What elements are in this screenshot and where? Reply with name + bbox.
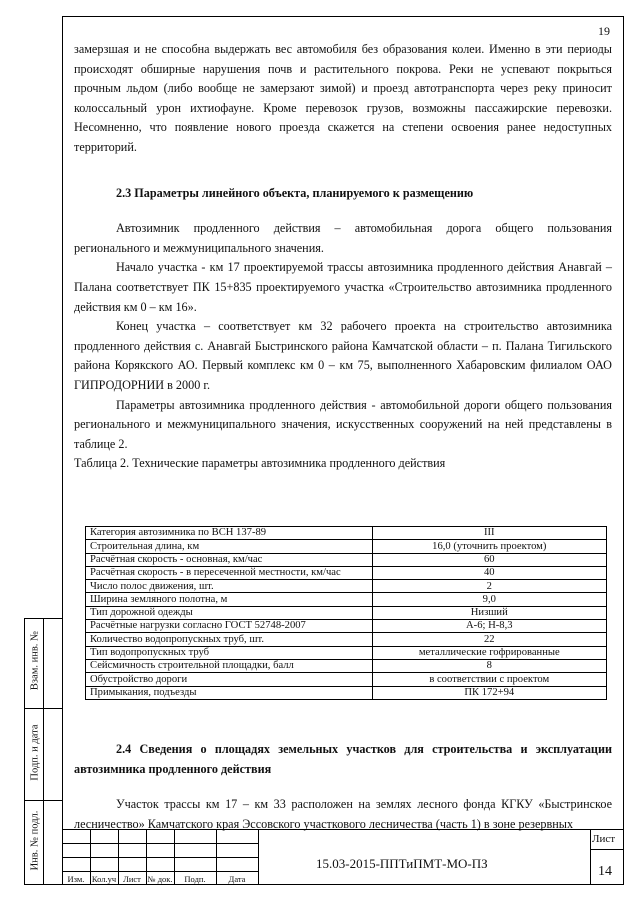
param-value: 40 xyxy=(372,566,606,579)
paragraph: Автозимник продленного действия – автомобильная дорога общего пользования регионального и межмуниципального значения. xyxy=(74,221,612,255)
param-name: Примыкания, подъезды xyxy=(86,686,373,699)
paragraph: Участок трассы км 17 – км 33 расположен на землях лесного фонда КГКУ «Быстринское лесничество» Камчатского края Эссовского участкового лесничества (часть 1) в зоне резервных xyxy=(74,797,612,831)
stamp-label: Подп. xyxy=(184,874,206,884)
stamp-label: Лист xyxy=(123,874,141,884)
table-row xyxy=(86,606,607,619)
table-row xyxy=(86,659,607,672)
param-name: Обустройство дороги xyxy=(86,673,373,686)
page-number: 19 xyxy=(598,24,610,38)
table-row xyxy=(86,580,607,593)
param-value: А-6; Н-8,3 xyxy=(372,620,606,633)
sheet-number: 14 xyxy=(598,864,612,879)
document-code: 15.03-2015-ППТиПМТ-МО-ПЗ xyxy=(316,856,488,871)
param-name: Строительная длина, км xyxy=(86,540,373,553)
document-body xyxy=(74,40,612,474)
table-row xyxy=(86,593,607,606)
param-value: 16,0 (уточнить проектом) xyxy=(372,540,606,553)
table-row xyxy=(86,646,607,659)
stamp-label: Кол.уч xyxy=(91,874,117,884)
param-name: Ширина земляного полотна, м xyxy=(86,593,373,606)
table-row xyxy=(86,527,607,540)
param-name: Тип водопропускных труб xyxy=(86,646,373,659)
param-name: Категория автозимника по ВСН 137-89 xyxy=(86,527,373,540)
param-name: Сейсмичность строительной площадки, балл xyxy=(86,659,373,672)
stamp-label: № док. xyxy=(147,874,173,884)
param-value: металлические гофрированные xyxy=(372,646,606,659)
table-row xyxy=(86,553,607,566)
stamp-label: Дата xyxy=(228,874,246,884)
param-name: Число полос движения, шт. xyxy=(86,580,373,593)
param-name: Расчётная скорость - в пересеченной местности, км/час xyxy=(86,566,373,579)
param-value: 2 xyxy=(372,580,606,593)
paragraph: Конец участка – соответствует км 32 рабочего проекта на строительство автозимника продленного действия с. Анавгай Быстринского района Камчатской области – п. Палана Тигильского района Корякского АО. Первый комплекс км 0 – км 75, выполненного Хабаровским филиалом ОАО ГИПРОДОРНИИ в 2000 г. xyxy=(74,319,612,392)
param-value: 22 xyxy=(372,633,606,646)
param-value: 60 xyxy=(372,553,606,566)
sign-date-label: Подп. и дата xyxy=(29,724,41,781)
stamp-label: Изм. xyxy=(67,874,85,884)
param-value: III xyxy=(372,527,606,540)
param-name: Количество водопропускных труб, шт. xyxy=(86,633,373,646)
param-value: ПК 172+94 xyxy=(372,686,606,699)
param-value: Низший xyxy=(372,606,606,619)
param-value: 9,0 xyxy=(372,593,606,606)
table-row xyxy=(86,620,607,633)
param-name: Тип дорожной одежды xyxy=(86,606,373,619)
section-2-4 xyxy=(74,740,612,834)
param-name: Расчётные нагрузки согласно ГОСТ 52748-2007 xyxy=(86,620,373,633)
parameters-table xyxy=(85,526,607,700)
side-stamp xyxy=(24,618,62,885)
table-row xyxy=(86,566,607,579)
inv-no-label: Инв. № подл. xyxy=(29,810,41,871)
table-row xyxy=(86,673,607,686)
param-name: Расчётная скорость - основная, км/час xyxy=(86,553,373,566)
table-caption: Таблица 2. Технические параметры автозимника продленного действия xyxy=(74,456,446,471)
paragraph: Параметры автозимника продленного действия - автомобильной дороги общего пользования регионального и межмуниципального значения, искусственных сооружений на ней представлены в таблице 2. xyxy=(74,397,612,451)
paragraph: замерзшая и не способна выдержать вес автомобиля без образования колеи. Именно в эти периоды происходят обширные нарушения почв и растительного покрова. Реки не успевают покрыться прочным льдом (либо вообще не замерзают зимой) и проезд автотранспорта через реку приносит колоссальный урон ихтиофауне. Кроме перевозок грузов, возможны пассажирские перевозки. Несомненно, что появление нового проезда скажется на степени освоения ранее недоступных территорий. xyxy=(74,42,612,154)
table-row xyxy=(86,633,607,646)
param-value: в соответствии с проектом xyxy=(372,673,606,686)
table-row xyxy=(86,686,607,699)
table-row xyxy=(86,540,607,553)
paragraph: Начало участка - км 17 проектируемой трассы автозимника продленного действия Анавгай – Палана соответствует ПК 15+835 проектируемого участка «Строительство автозимника продленного действия км 0 – км 16». xyxy=(74,260,612,314)
section-heading-2-3: 2.3 Параметры линейного объекта, планируемого к размещению xyxy=(116,185,474,200)
param-value: 8 xyxy=(372,659,606,672)
sheet-label: Лист xyxy=(592,833,616,845)
replace-inv-label: Взам. инв. № xyxy=(29,630,41,691)
section-heading-2-4: 2.4 Сведения о площадях земельных участков для строительства и эксплуатации автозимника продленного действия xyxy=(74,742,612,776)
